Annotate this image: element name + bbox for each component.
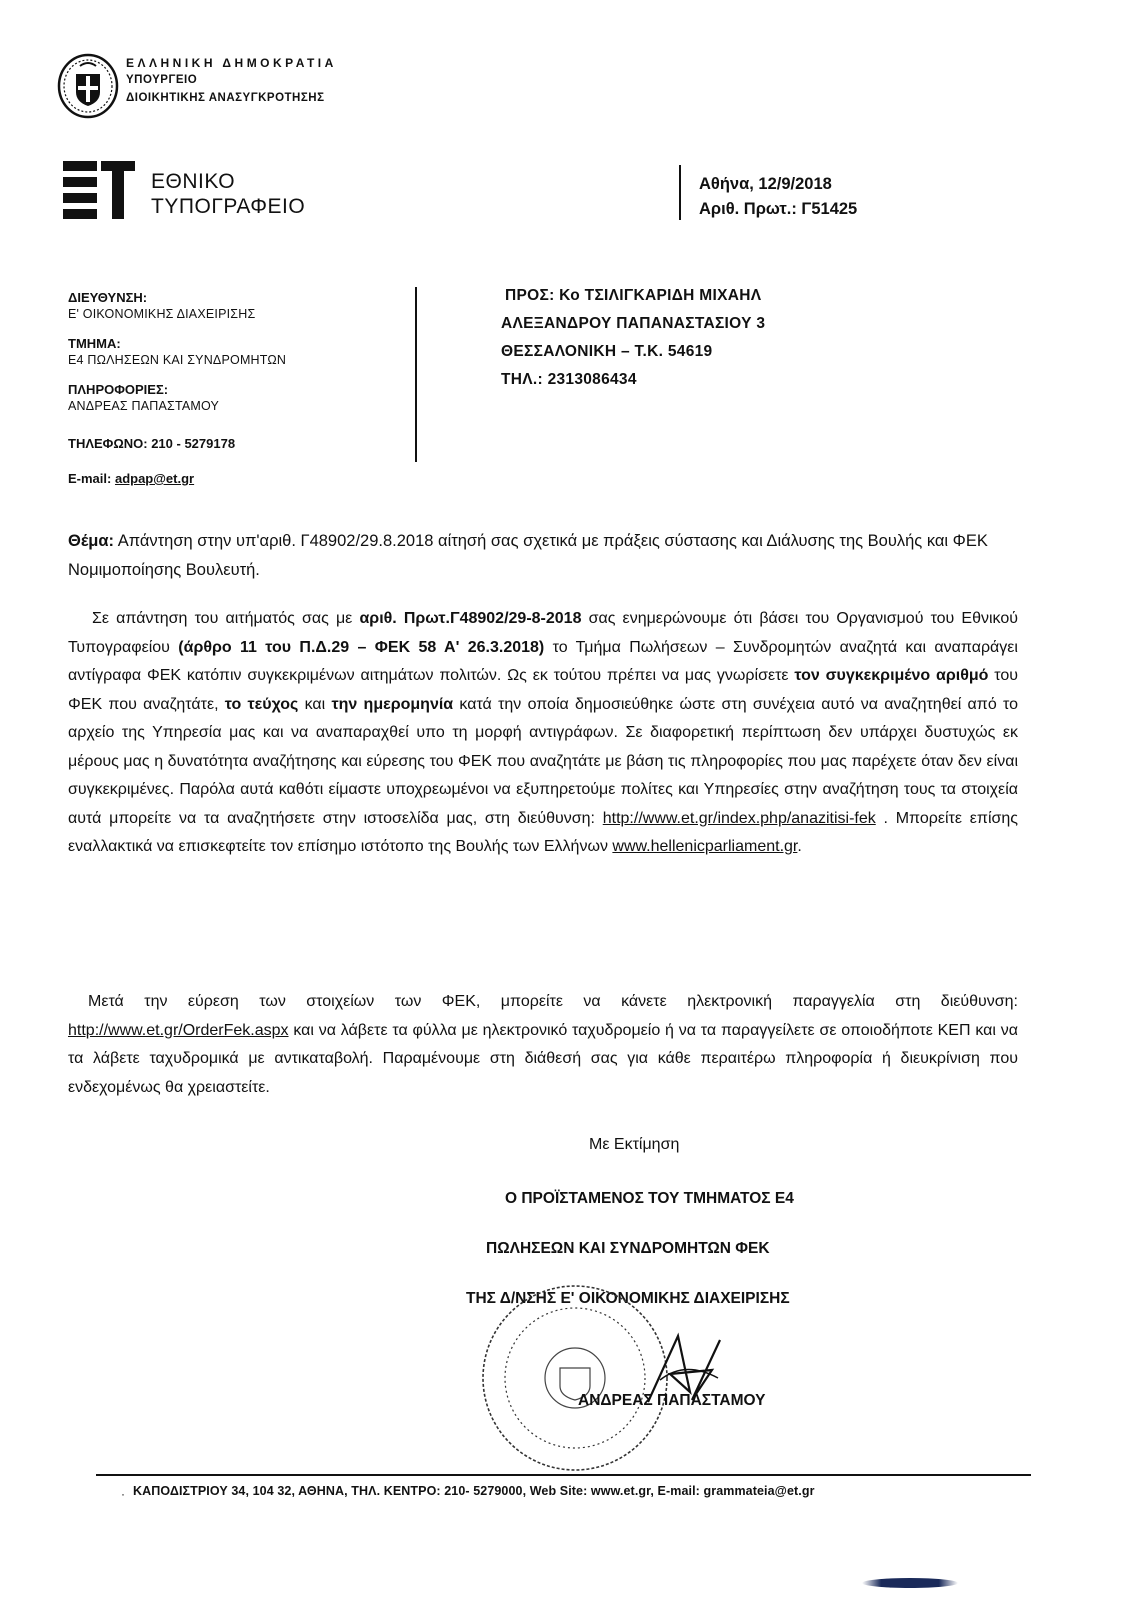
- p1-text-2: σας ενημερώνουμε ότι βάσει του Οργανισμού του Εθνικού Τυπογραφείου: [68, 610, 1019, 656]
- gov-line-ministry-name: ΔΙΟΙΚΗΤΙΚΗΣ ΑΝΑΣΥΓΚΡΟΤΗΣΗΣ: [126, 92, 325, 104]
- direction-label: ΔΙΕΥΘΥΝΣΗ:: [68, 290, 148, 305]
- recipient-phone: ΤΗΛ.: 2313086434: [501, 371, 637, 388]
- subject-text: Απάντηση στην υπ'αριθ. Γ48902/29.8.2018 αίτησή σας σχετικά με πράξεις σύστασης και Διάλυσης της Βουλής και ΦΕΚ Νομιμοποίησης Βουλευτή.: [68, 532, 988, 579]
- p1-emph-date: την ημερομηνία: [331, 695, 454, 713]
- department-label: ΤΜΗΜΑ:: [68, 336, 121, 351]
- body-paragraph-1: [68, 605, 1018, 862]
- footer-contact: ΚΑΠΟΔΙΣΤΡΙΟΥ 34, 104 32, ΑΘΗΝΑ, ΤΗΛ. ΚΕΝΤΡΟ: 210- 5279000, Web Site: www.et.gr, E-mail: grammateia@et.gr: [133, 1484, 815, 1498]
- header-divider: [679, 165, 681, 220]
- footer-rule: [96, 1474, 1031, 1476]
- p1-legal-ref: (άρθρο 11 του Π.Δ.29 – ΦΕΚ 58 Α' 26.3.2018): [178, 638, 545, 656]
- subject-label: Θέμα:: [68, 532, 115, 550]
- department-value: Ε4 ΠΩΛΗΣΕΩΝ ΚΑΙ ΣΥΝΔΡΟΜΗΤΩΝ: [68, 353, 287, 367]
- p1-text-3: το Τμήμα Πωλήσεων – Συνδρομητών αναζητά και αναπαράγει αντίγραφα ΦΕΚ κατόπιν συγκεκριμένων αιτημάτων πολιτών. Ως εκ τούτου πρέπει να μας γνωρίσετε: [68, 638, 1018, 684]
- info-value: ΑΝΔΡΕΑΣ ΠΑΠΑΣΤΑΜΟΥ: [68, 399, 220, 413]
- p2-text-1: Μετά την εύρεση των στοιχείων των ΦΕΚ, μπορείτε να κάνετε ηλεκτρονική παραγγελία στη διεύθυνση:: [88, 993, 1018, 1010]
- email-label: E-mail:: [68, 471, 112, 486]
- p1-text-5: και: [298, 695, 332, 713]
- direction-value: Ε' ΟΙΚΟΝΟΜΙΚΗΣ ΔΙΑΧΕΙΡΙΣΗΣ: [68, 307, 256, 321]
- logo-text-printing-office: ΤΥΠΟΓΡΑΦΕΙΟ: [151, 195, 306, 218]
- subject-block: [68, 527, 1003, 585]
- link-hellenic-parliament[interactable]: www.hellenicparliament.gr: [612, 838, 798, 855]
- government-emblem: [56, 50, 120, 120]
- link-order-fek[interactable]: http://www.et.gr/OrderFek.aspx: [68, 1021, 289, 1039]
- scan-artifact: [862, 1578, 958, 1588]
- footer-bullet: ·: [121, 1487, 125, 1501]
- p2-text-2: και να λάβετε τα φύλλα με ηλεκτρονικό ταχυδρομείο ή να τα παραγγείλετε σε οποιοδήποτε ΚΕΠ και να τα λάβετε ταχυδρομικά με αντικαταβολή. Παραμένουμε στη διάθεσή σας για κάθε περαιτέρω πληροφορία ή διευκρίνιση που ενδεχομένως θα χρειαστείτε.: [68, 1021, 1018, 1096]
- phone-number: ΤΗΛΕΦΩΝΟ: 210 - 5279178: [68, 436, 236, 451]
- signatory-name: ΑΝΔΡΕΑΣ ΠΑΠΑΣΤΑΜΟΥ: [578, 1392, 766, 1409]
- recipient-name: ΠΡΟΣ: Κο ΤΣΙΛΙΓΚΑΡΙΔΗ ΜΙΧΑΗΛ: [505, 287, 762, 304]
- info-label: ΠΛΗΡΟΦΟΡΙΕΣ:: [68, 382, 169, 397]
- email-row: [68, 471, 194, 486]
- link-anazitisi-fek[interactable]: http://www.et.gr/index.php/anazitisi-fek: [602, 809, 876, 827]
- p1-emph-number: τον συγκεκριμένο αριθμό: [794, 667, 989, 684]
- protocol-number: Αριθ. Πρωτ.: Γ51425: [699, 200, 858, 218]
- recipient-city: ΘΕΣΣΑΛΟΝΙΚΗ – Τ.Κ. 54619: [501, 343, 713, 360]
- body-paragraph-2: [68, 988, 1018, 1102]
- p1-ref-number: αριθ. Πρωτ.Γ48902/29-8-2018: [359, 610, 582, 627]
- p1-text-8: .: [797, 838, 802, 855]
- p1-text-7: . Μπορείτε επίσης εναλλακτικά να επισκεφτείτε τον επίσημο ιστότοπο της Βουλής των Ελλήνων: [68, 809, 1018, 855]
- recipient-street: ΑΛΕΞΑΝΔΡΟΥ ΠΑΠΑΝΑΣΤΑΣΙΟΥ 3: [501, 315, 766, 332]
- signatory-title-3: ΤΗΣ Δ/ΝΣΗΣ Ε' ΟΙΚΟΝΟΜΙΚΗΣ ΔΙΑΧΕΙΡΙΣΗΣ: [466, 1290, 790, 1307]
- gov-line-ministry: ΥΠΟΥΡΓΕΙΟ: [126, 74, 198, 86]
- place-date: Αθήνα, 12/9/2018: [699, 175, 832, 193]
- logo-text-national: ΕΘΝΙΚΟ: [151, 170, 236, 193]
- signatory-title-1: Ο ΠΡΟΪΣΤΑΜΕΝΟΣ ΤΟΥ ΤΜΗΜΑΤΟΣ Ε4: [505, 1190, 794, 1207]
- p1-text-4: του ΦΕΚ που αναζητάτε,: [68, 667, 1018, 713]
- closing-regards: Με Εκτίμηση: [589, 1136, 680, 1153]
- signatory-title-2: ΠΩΛΗΣΕΩΝ ΚΑΙ ΣΥΝΔΡΟΜΗΤΩΝ ΦΕΚ: [486, 1240, 770, 1257]
- p1-text-1: Σε απάντηση του αιτήματός σας με: [92, 610, 360, 627]
- gov-line-republic: ΕΛΛΗΝΙΚΗ ΔΗΜΟΚΡΑΤΙΑ: [126, 56, 337, 70]
- p1-emph-issue: το τεύχος: [224, 695, 299, 713]
- et-logo-icon: [63, 161, 135, 219]
- p1-text-6: κατά την οποία δημοσιεύθηκε ώστε στη συνέχεια αυτό να αναζητηθεί από το αρχείο της Υπηρεσία μας και να αναπαραχθεί υπο τη μορφή αντιγράφων. Σε διαφορετική περίπτωση δεν υπάρχει δυστυχώς εκ μέρους μας η δυνατότητα αναζήτησης και εύρεσης του ΦΕΚ που αναζητάτε με βάση τις πληροφορίες που μας παρέχετε όταν δεν είναι συγκεκριμένες. Παρόλα αυτά καθότι είμαστε υποχρεωμένοι να εξυπηρετούμε πολίτες και Υπηρεσίες στην αναζήτηση τους τα στοιχεία αυτά μπορείτε να τα αναζητήσετε στην ιστοσελίδα μας, στη διεύθυνση:: [68, 695, 1018, 827]
- email-link[interactable]: adpap@et.gr: [114, 471, 195, 486]
- address-divider: [415, 287, 417, 462]
